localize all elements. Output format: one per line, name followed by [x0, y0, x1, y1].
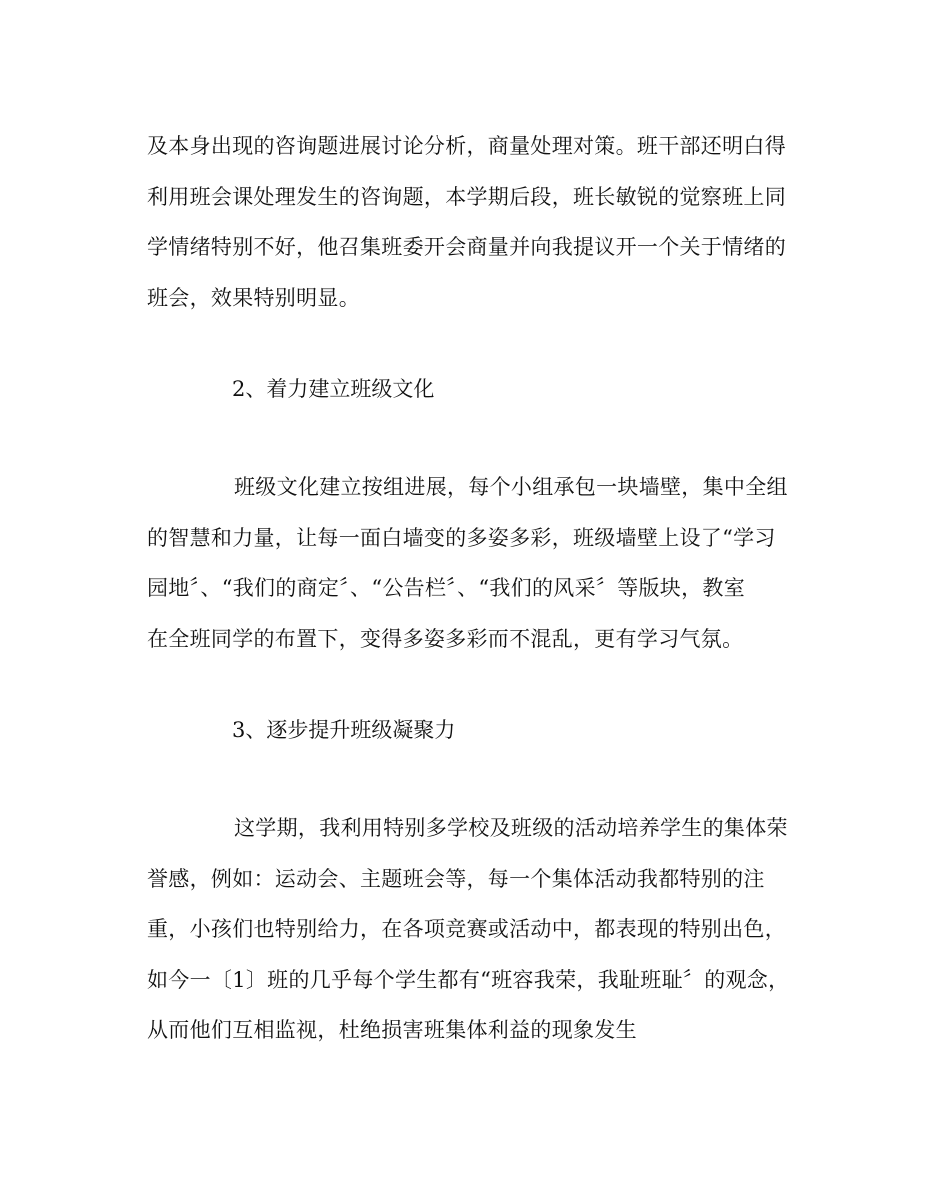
paragraph-3	[147, 803, 807, 1056]
paragraph-2-line: 班级文化建立按组进展，每个小组承包一块墙壁，集中全组	[234, 475, 788, 499]
paragraph-2-line: 园地〞、“我们的商定〞、“公告栏〞、“我们的风采〞等版块，教室	[147, 576, 746, 600]
paragraph-1-line: 利用班会课处理发生的咨询题，本学期后段，班长敏锐的觉察班上同	[147, 184, 786, 209]
section-heading-2: 2、着力建立班级文化	[232, 377, 435, 401]
paragraph-3-line: 如今一〔1〕班的几乎每个学生都有“班容我荣，我耻班耻〞的观念，	[147, 967, 790, 992]
paragraph-3-line: 这学期，我利用特别多学校及班级的活动培养学生的集体荣	[234, 816, 788, 840]
paragraph-3-line: 从而他们互相监视，杜绝损害班集体利益的现象发生	[147, 1018, 637, 1042]
paragraph-2-line: 在全班同学的布置下，变得多姿多彩而不混乱，更有学习气氛。	[147, 626, 744, 651]
paragraph-2-line: 的智慧和力量，让每一面白墙变的多姿多彩，班级墙壁上设了“学习	[147, 525, 776, 550]
paragraph-1-line: 学情绪特别不好，他召集班委开会商量并向我提议开一个关于情绪的	[147, 235, 786, 259]
paragraph-1	[147, 121, 807, 323]
paragraph-1-line: 及本身出现的咨询题进展讨论分析，商量处理对策。班干部还明白得	[147, 134, 786, 158]
paragraph-1-line: 班会，效果特别明显。	[147, 285, 360, 310]
section-heading-3: 3、逐步提升班级凝聚力	[232, 718, 456, 742]
paragraph-3-line: 重，小孩们也特别给力，在各项竞赛或活动中，都表现的特别出色，	[147, 917, 786, 941]
paragraph-2	[147, 462, 807, 664]
paragraph-3-line: 誉感，例如：运动会、主题班会等，每一个集体活动我都特别的注	[147, 866, 765, 891]
